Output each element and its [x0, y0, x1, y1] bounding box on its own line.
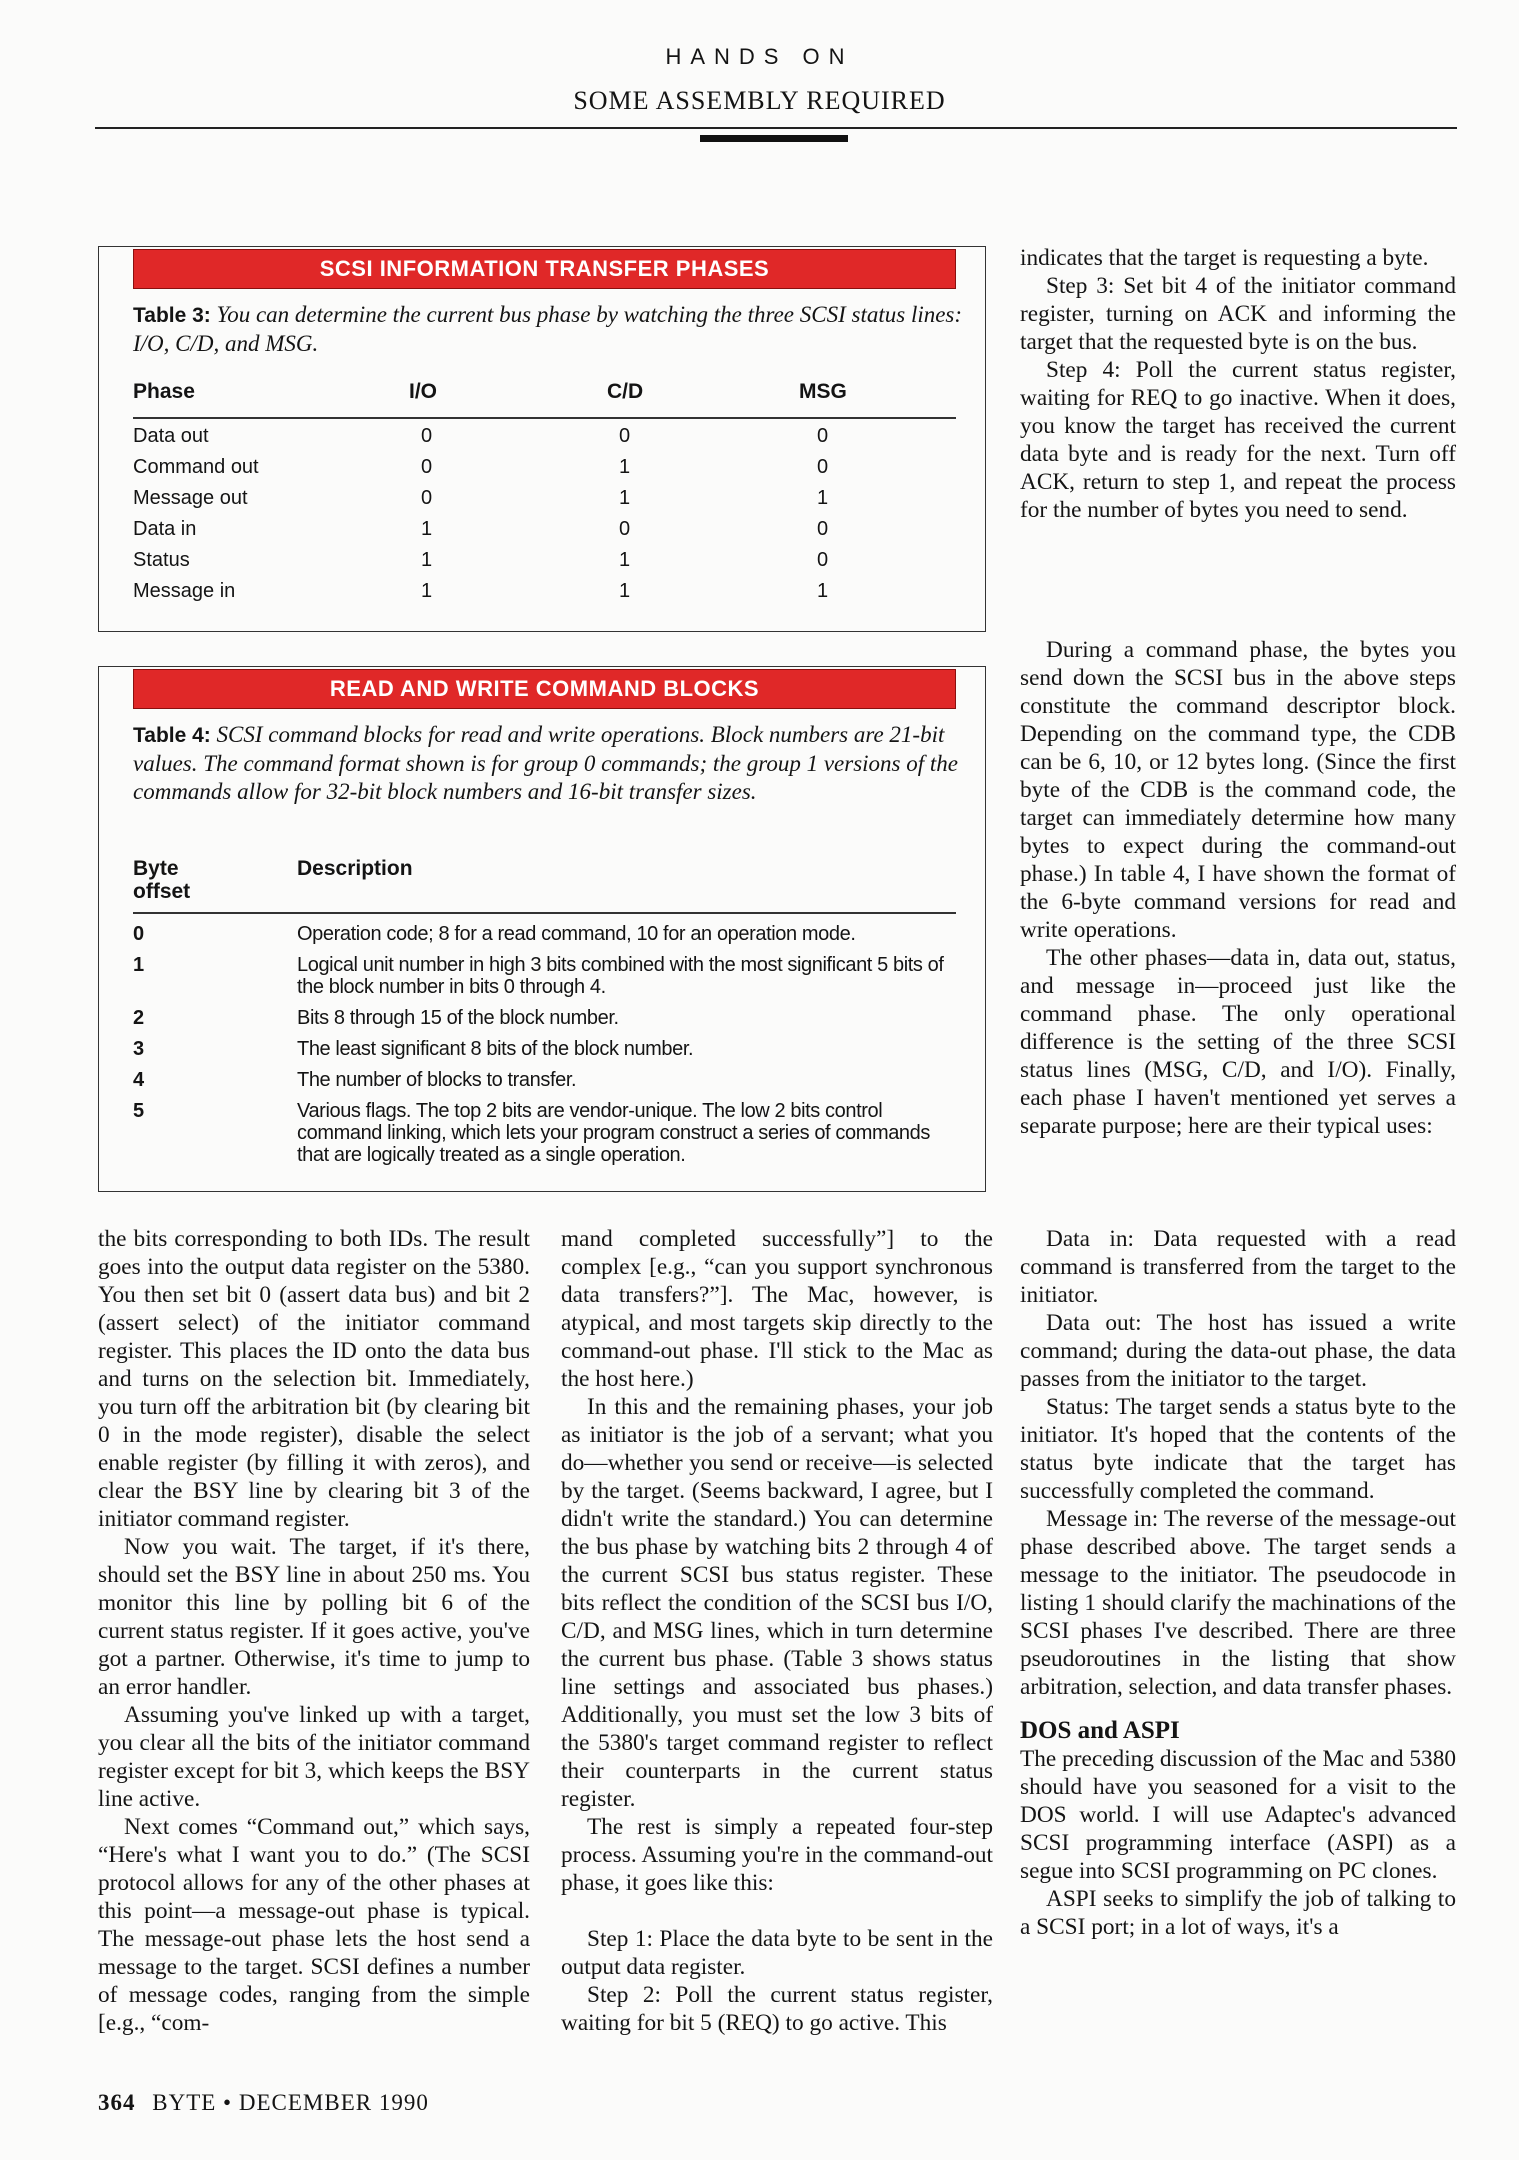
body-paragraph: The other phases—data in, data out, status, and message in—proceed just like the command phase. The only operational difference is the setting of the three SCSI status lines (MSG, C/D, and I/O). Finally, each phase I haven't mentioned yet serves a separate purpose; here are their typical uses: [1020, 945, 1456, 1139]
table4-caption-label: Table 4: [133, 724, 211, 747]
subheading: DOS and ASPI [1020, 1717, 1180, 1744]
table-row [99, 549, 985, 580]
body-column-3 [1020, 1225, 1456, 1941]
table-row [99, 425, 985, 456]
table4-header-offset-line1: Byte [133, 857, 179, 880]
table3-header-msg: MSG [799, 380, 847, 403]
phase-cell: Message in [133, 580, 236, 602]
body-paragraph: Data in: Data requested with a read command is transferred from the target to the initiator. [1020, 1226, 1456, 1308]
table-row [99, 518, 985, 549]
body-paragraph: Step 1: Place the data byte to be sent in the output data register. [561, 1926, 993, 1980]
byte-offset: 1 [133, 954, 145, 976]
body-paragraph: Status: The target sends a status byte to the initiator. It's hoped that the contents of the status byte indicate that the target has successfully completed the command. [1020, 1394, 1456, 1504]
msg-cell: 0 [817, 425, 829, 447]
header-rule [95, 127, 1457, 129]
byte-offset: 3 [133, 1038, 145, 1060]
byte-offset: 0 [133, 923, 145, 945]
io-cell: 0 [421, 456, 433, 478]
phase-cell: Command out [133, 456, 259, 478]
body-paragraph: Step 3: Set bit 4 of the initiator command register, turning on ACK and informing the target that the requested byte is on the bus. [1020, 273, 1456, 355]
offset-description: Various flags. The top 2 bits are vendor-unique. The low 2 bits control command linking, which lets your program construct a series of commands that are logically treated as a single operation. [297, 1100, 930, 1166]
cd-cell: 1 [619, 487, 631, 509]
cd-cell: 0 [619, 518, 631, 540]
table4-caption-text: SCSI command blocks for read and write operations. Block numbers are 21-bit values. The command format shown is for group 0 commands; the group 1 versions of the commands allow for 32-bit block numbers and 16-bit transfer sizes. [133, 722, 958, 804]
cd-cell: 1 [619, 456, 631, 478]
body-paragraph: Step 4: Poll the current status register, waiting for REQ to go inactive. When it does, you know the target has received the current data byte and is ready for the next. Turn off ACK, return to step 1, and repeat the process for the number of bytes you need to send. [1020, 357, 1456, 523]
body-paragraph: The rest is simply a repeated four-step process. Assuming you're in the command-out phase, it goes like this: [561, 1814, 993, 1896]
io-cell: 0 [421, 487, 433, 509]
right-column-top [1020, 244, 1456, 524]
publication-info: BYTE • DECEMBER 1990 [152, 2090, 429, 2115]
table4-header-offset-line2: offset [133, 880, 191, 903]
table3-header-phase: Phase [133, 380, 195, 403]
body-paragraph: Now you wait. The target, if it's there, should set the BSY line in about 250 ms. You monitor this line by polling bit 6 of the current status register. If it goes active, you've got a partner. Otherwise, it's time to jump to an error handler. [98, 1534, 530, 1700]
cd-cell: 1 [619, 580, 631, 602]
io-cell: 1 [421, 549, 433, 571]
body-paragraph: Data out: The host has issued a write command; during the data-out phase, the data passes from the initiator to the target. [1020, 1310, 1456, 1392]
table3-box [98, 246, 986, 632]
table4-box [98, 666, 986, 1192]
table3-header-rule [133, 417, 956, 419]
io-cell: 0 [421, 425, 433, 447]
table-row [99, 456, 985, 487]
io-cell: 1 [421, 518, 433, 540]
cd-cell: 0 [619, 425, 631, 447]
body-paragraph: Message in: The reverse of the message-out phase described above. The target sends a message to the initiator. The pseudocode in listing 1 should clarify the machinations of the SCSI phases I've described. There are three pseudoroutines in the listing that show arbitration, selection, and data transfer phases. [1020, 1506, 1456, 1700]
table3-banner: SCSI INFORMATION TRANSFER PHASES [133, 249, 956, 289]
body-column-2 [561, 1225, 993, 2037]
msg-cell: 0 [817, 549, 829, 571]
offset-description: Logical unit number in high 3 bits combined with the most significant 5 bits of the block number in bits 0 through 4. [297, 954, 944, 998]
table-row [99, 580, 985, 611]
body-paragraph: Next comes “Command out,” which says, “Here's what I want you to do.” (The SCSI protocol allows for any of the other phases at this point—a message-out phase is typical. The message-out phase lets the host send a message to the target. SCSI defines a number of message codes, ranging from the simple [e.g., “com- [98, 1814, 530, 2036]
section-kicker: HANDS ON [665, 44, 854, 69]
table4-banner: READ AND WRITE COMMAND BLOCKS [133, 669, 956, 709]
byte-offset: 2 [133, 1007, 145, 1029]
table3-body [99, 425, 985, 611]
body-paragraph: ASPI seeks to simplify the job of talking to a SCSI port; in a lot of ways, it's a [1020, 1886, 1456, 1940]
table3-header-cd: C/D [607, 380, 644, 403]
body-paragraph: the bits corresponding to both IDs. The result goes into the output data register on the 5380. You then set bit 0 (assert data bus) and bit 2 (assert select) of the initiator command register. This places the ID onto the data bus and turns on the selection bit. Immediately, you turn off the arbitration bit (by clearing bit 0 in the mode register), disable the select enable register (by filling it with zeros), and clear the BSY line by clearing bit 3 of the initiator command register. [98, 1226, 530, 1532]
body-paragraph: indicates that the target is requesting a byte. [1020, 245, 1429, 271]
body-paragraph: Assuming you've linked up with a target, you clear all the bits of the initiator command register except for bit 3, which keeps the BSY line active. [98, 1702, 530, 1812]
body-column-1 [98, 1225, 530, 2037]
section-title: SOME ASSEMBLY REQUIRED [573, 86, 946, 115]
paragraph-spacer [1020, 1701, 1456, 1717]
body-paragraph: During a command phase, the bytes you send down the SCSI bus in the above steps constitute the command descriptor block. Depending on the command type, the CDB can be 6, 10, or 12 bytes long. (Since the first byte of the CDB is the command code, the target can immediately determine how many bytes to expect during the command-out phase.) In table 4, I have shown the format of the 6-byte command versions for read and write operations. [1020, 637, 1456, 943]
page-number: 364 [98, 2090, 136, 2115]
byte-offset: 4 [133, 1069, 145, 1091]
offset-description: The least significant 8 bits of the block number. [297, 1038, 694, 1060]
msg-cell: 1 [817, 580, 829, 602]
body-paragraph: The preceding discussion of the Mac and 5380 should have you seasoned for a visit to the DOS world. I will use Adaptec's advanced SCSI programming interface (ASPI) as a segue into SCSI programming on PC clones. [1020, 1746, 1456, 1884]
table3-header-io: I/O [409, 380, 438, 403]
phase-cell: Data out [133, 425, 209, 447]
offset-description: The number of blocks to transfer. [297, 1069, 577, 1091]
phase-cell: Data in [133, 518, 197, 540]
io-cell: 1 [421, 580, 433, 602]
table4-header-description: Description [297, 857, 413, 880]
phase-cell: Status [133, 549, 190, 571]
body-paragraph: In this and the remaining phases, your job as initiator is the job of a servant; what you do—whether you send or receive—is selected by the target. (Seems backward, I agree, but I didn't write the standard.) You can determine the bus phase by watching bits 2 through 4 of the current SCSI bus status register. These bits reflect the condition of the SCSI bus I/O, C/D, and MSG lines, which in turn determine the current bus phase. (Table 3 shows status line settings and associated bus phases.) Additionally, you must set the low 3 bits of the 5380's target command register to reflect their counterparts in the current status register. [561, 1394, 993, 1812]
table4-caption [133, 721, 963, 806]
msg-cell: 1 [817, 487, 829, 509]
table3-caption-label: Table 3: [133, 304, 211, 327]
body-paragraph: Step 2: Poll the current status register, waiting for bit 5 (REQ) to go active. This [561, 1982, 993, 2036]
offset-description: Operation code; 8 for a read command, 10 for an operation mode. [297, 923, 856, 945]
table-row [99, 487, 985, 518]
page-footer [98, 2090, 429, 2116]
table3-caption-text: You can determine the current bus phase by watching the three SCSI status lines: I/O, C/D, and MSG. [133, 302, 963, 356]
table4-header-rule [133, 912, 956, 914]
body-paragraph: mand completed successfully”] to the complex [e.g., “can you support synchronous data transfers?”]. The Mac, however, is atypical, and most targets skip directly to the command-out phase. I'll stick to the Mac as the host here.) [561, 1226, 993, 1392]
msg-cell: 0 [817, 456, 829, 478]
cd-cell: 1 [619, 549, 631, 571]
right-column-mid [1020, 636, 1456, 1140]
byte-offset: 5 [133, 1100, 145, 1122]
table3-caption [133, 301, 963, 358]
offset-description: Bits 8 through 15 of the block number. [297, 1007, 619, 1029]
msg-cell: 0 [817, 518, 829, 540]
table4-header-offset [133, 857, 190, 903]
header-accent-bar [700, 135, 848, 142]
paragraph-spacer [561, 1897, 993, 1925]
phase-cell: Message out [133, 487, 248, 509]
